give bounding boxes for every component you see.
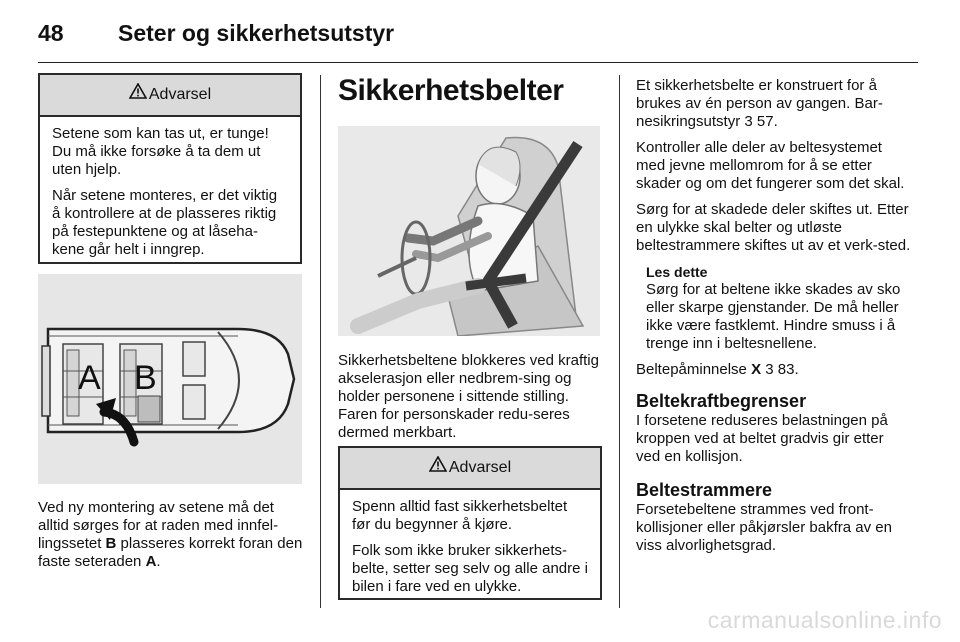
warning-paragraph: Spenn alltid fast sikkerhetsbeltet før du begynner å kjøre. [352, 498, 568, 533]
diagram-label-b: B [134, 359, 157, 397]
diagram-label-a: A [78, 359, 101, 397]
column-divider-1 [320, 75, 321, 608]
note-block [646, 263, 911, 353]
belt-reminder-paragraph: Beltepåminnelse X 3 83. [636, 361, 799, 378]
seat-mounting-text: Ved ny montering av setene må det alltid sørges for at raden med innfel-lingssetet B plasseres korrekt foran den faste seteraden A. [38, 499, 303, 570]
warning-title: Advarsel [148, 86, 212, 104]
watermark: carmanualsonline.info [707, 607, 942, 633]
warning-title: Advarsel [448, 459, 512, 477]
inspection-paragraph: Kontroller alle deler av beltesystemet med jevne mellomrom for å se etter skader og om det fungerer som det skal. [636, 139, 905, 192]
warning-triangle-icon [129, 75, 147, 115]
page-number: 48 [38, 20, 64, 46]
seat-layout-diagram [38, 274, 302, 484]
section-heading-seatbelts: Sikkerhetsbelter [338, 74, 564, 107]
seatbelt-intro-text: Sikkerhetsbeltene blokkeres ved kraftig akselerasjon eller nedbrem-sing og holder personene i sittende stilling. Faren for personskader redu-seres dermed merkbart. [338, 352, 599, 441]
seatbelt-illustration [338, 126, 600, 336]
warning-header [340, 448, 600, 490]
note-title: Les dette [646, 264, 708, 280]
page-reference-icon: 3 [765, 361, 774, 378]
warning-triangle-icon [429, 448, 447, 488]
header-rule [38, 62, 918, 63]
replacement-paragraph: Sørg for at skadede deler skiftes ut. Etter en ulykke skal belter og utløste beltestrammere skiftes ut av et verk-sted. [636, 201, 911, 254]
note-body: Sørg for at beltene ikke skades av sko eller skarpe gjenstander. De må heller ikke være fastklemt. Hindre smuss i å trenge inn i beltesnellene. [646, 281, 901, 352]
warning-header [40, 75, 300, 117]
belt-reminder-icon: X [751, 361, 762, 378]
label-a: A [145, 553, 157, 570]
label-b: B [105, 535, 117, 552]
column-3-text [636, 77, 911, 563]
heading-belt-force-limiter: Beltekraftbegrenser [636, 391, 807, 411]
page-reference-icon: 3 [744, 113, 753, 130]
column-divider-2 [619, 75, 620, 608]
tensioner-paragraph: Forsetebeltene strammes ved front-kollisjoner eller påkjørsler bakfra av en viss alvorlighetsgrad. [636, 501, 892, 554]
warning-paragraph: Når setene monteres, er det viktig å kontrollere at de plasseres riktig på festepunktene og at låseha-kene går helt i inngrep. [52, 187, 278, 258]
page-header-title: Seter og sikkerhetsutstyr [118, 20, 395, 46]
warning-paragraph: Setene som kan tas ut, er tunge! Du må ikke forsøke å ta dem ut uten hjelp. [52, 125, 269, 178]
heading-belt-tensioners: Beltestrammere [636, 480, 773, 500]
warning-box-seats [38, 73, 302, 264]
warning-paragraph: Folk som ikke bruker sikkerhets-belte, setter seg selv og alle andre i bilen i fare ved en ulykke. [352, 542, 588, 595]
usage-paragraph: Et sikkerhetsbelte er konstruert for å brukes av én person av gangen. Bar-nesikringsutstyr 3 57. [636, 77, 883, 130]
warning-box-seatbelt [338, 446, 602, 600]
limiter-paragraph: I forsetene reduseres belastningen på kroppen ved at beltet gradvis gir etter ved en kollisjon. [636, 412, 888, 465]
